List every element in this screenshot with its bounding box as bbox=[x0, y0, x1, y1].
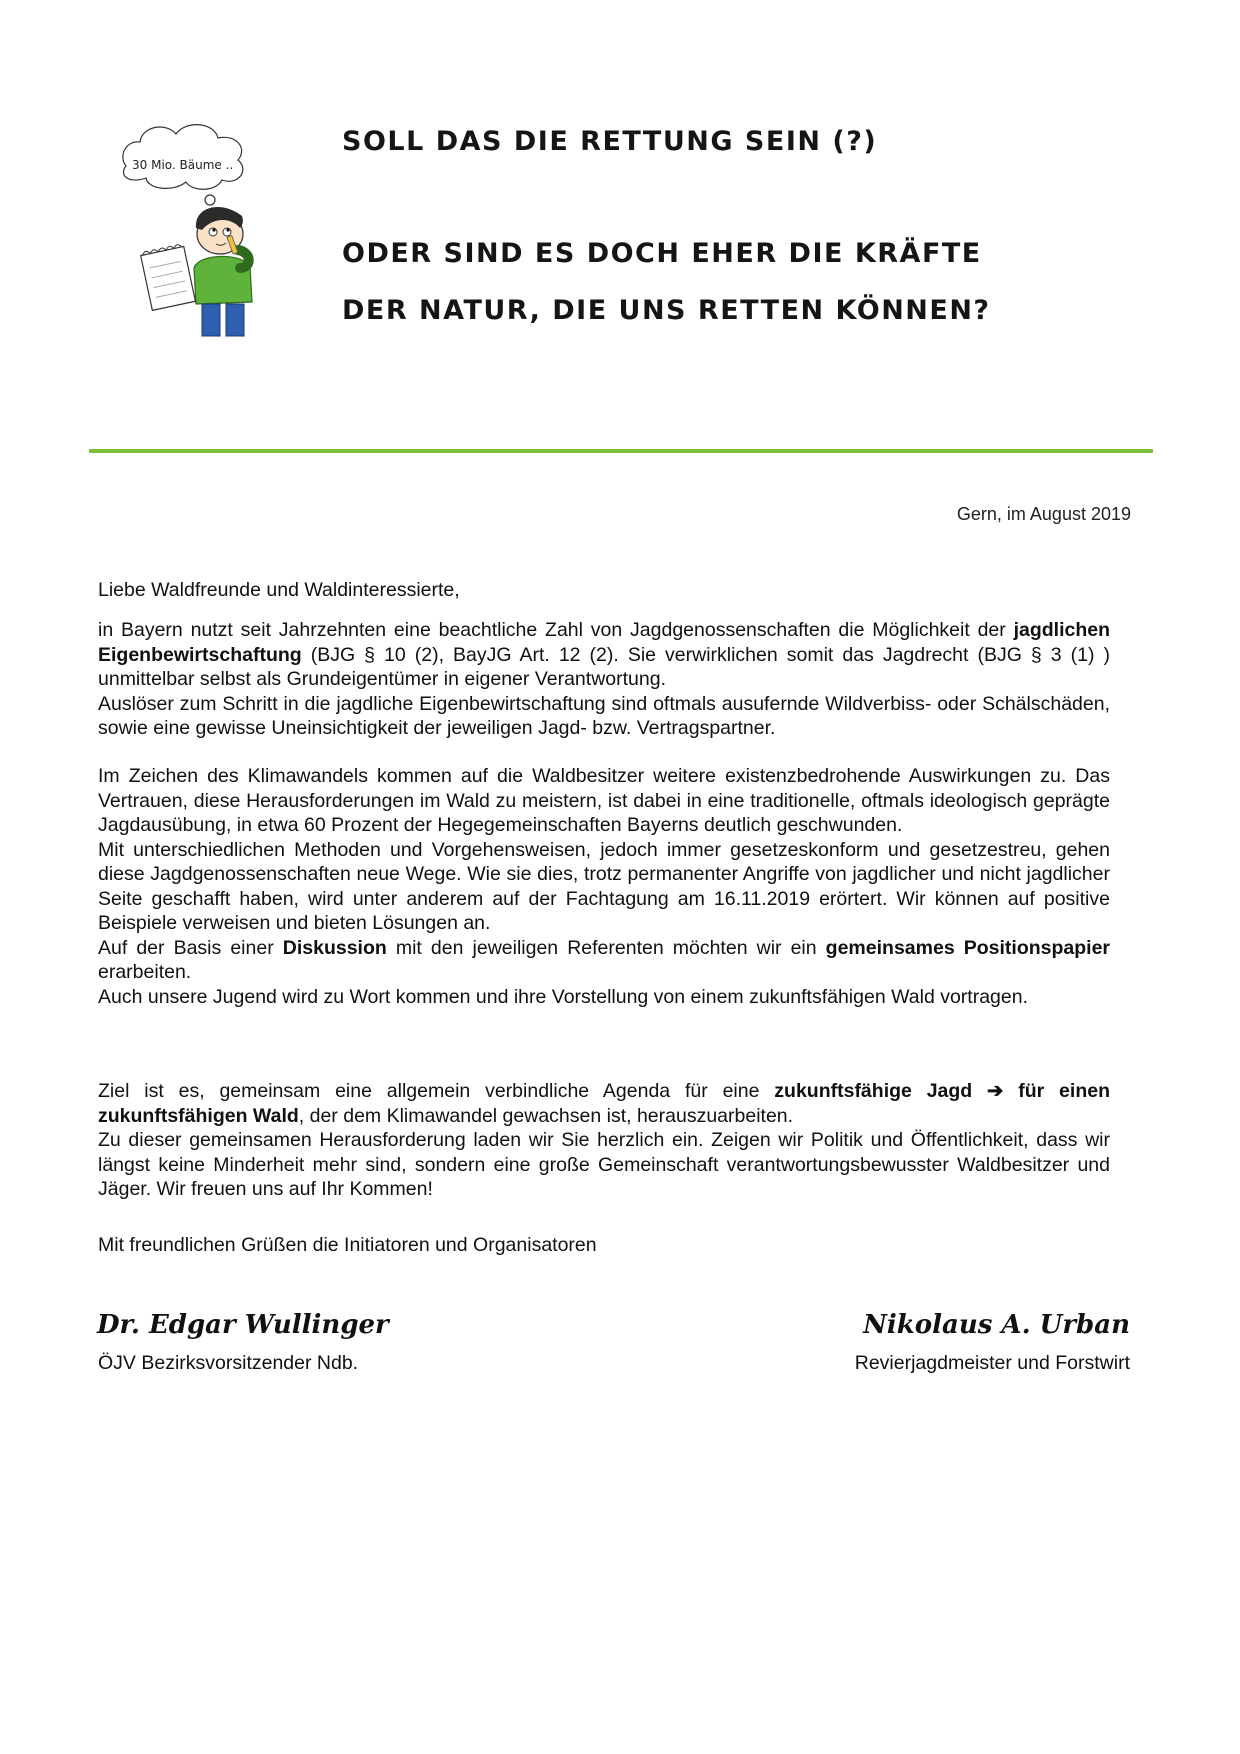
paragraph-3-part-1: Ziel ist es, gemeinsam eine allgemein verbindliche Agenda für eine bbox=[98, 1080, 775, 1102]
greeting-text: Liebe Waldfreunde und Waldinteressierte, bbox=[98, 579, 460, 601]
paragraph-2-text-2: Mit unterschiedlichen Methoden und Vorgehensweisen, jedoch immer gesetzeskonform und gesetzestreu, gehen diese Jagdgenossenschaften neue Wege. Wie sie dies, trotz permanenter Angriffe von jagdlicher und nicht jagdlicher Seite geschafft haben, wird unter anderem auf der Fachtagung am 16.11.2019 erörtert. Wir können auf positive Beispiele verweisen und bieten Lösungen an. bbox=[98, 838, 1110, 934]
closing-text: Mit freundlichen Grüßen die Initiatoren und Organisatoren bbox=[98, 1234, 597, 1256]
closing bbox=[98, 1233, 1110, 1258]
paragraph-3-text-1 bbox=[98, 1079, 1110, 1128]
paragraph-3-part-2: , der dem Klimawandel gewachsen ist, herauszuarbeiten. bbox=[298, 1104, 794, 1127]
paragraph-1-text bbox=[98, 618, 1110, 692]
headline-line-2: ODER SIND ES DOCH EHER DIE KRÄFTE bbox=[342, 238, 982, 269]
paragraph-3 bbox=[98, 1079, 1110, 1202]
signature-left: Dr. Edgar Wullinger bbox=[97, 1310, 389, 1340]
paragraph-1-part-1: in Bayern nutzt seit Jahrzehnten eine beachtliche Zahl von Jagdgenossenschaften die Möglichkeit der bbox=[98, 619, 1014, 641]
green-divider bbox=[89, 449, 1153, 453]
paragraph-2-part-c: erarbeiten. bbox=[98, 961, 192, 983]
role-left: ÖJV Bezirksvorsitzender Ndb. bbox=[98, 1352, 359, 1374]
paragraph-1-text-2: Auslöser zum Schritt in die jagdliche Eigenbewirtschaftung sind oftmals ausufernde Wildverbiss- oder Schälschäden, sowie eine gewisse Uneinsichtigkeit der jeweiligen Jagd- bzw. Vertragspartner. bbox=[98, 692, 1110, 739]
paragraph-2-bold-1: Diskussion bbox=[282, 936, 387, 959]
paragraph-1 bbox=[98, 618, 1110, 741]
signature-right: Nikolaus A. Urban bbox=[863, 1310, 1130, 1340]
role-right: Revierjagdmeister und Forstwirt bbox=[854, 1352, 1130, 1374]
paragraph-2-text-4: Auch unsere Jugend wird zu Wort kommen und ihre Vorstellung von einem zukunftsfähigen Wald vortragen. bbox=[98, 985, 1029, 1008]
paragraph-3-text-2: Zu dieser gemeinsamen Herausforderung laden wir Sie herzlich ein. Zeigen wir Politik und Öffentlichkeit, dass wir längst keine Minderheit mehr sind, sondern eine große Gemeinschaft verantwortungsbewusster Waldbesitzer und Jäger. Wir freuen uns auf Ihr Kommen! bbox=[98, 1129, 1110, 1200]
paragraph-3-bold-1: zukunftsfähige Jagd ➔ für einen zukunftsfähigen Wald bbox=[98, 1080, 1110, 1127]
headline-line-1: SOLL DAS DIE RETTUNG SEIN (?) bbox=[342, 126, 878, 157]
paragraph-2 bbox=[98, 764, 1110, 1009]
greeting bbox=[98, 578, 1110, 603]
date-line: Gern, im August 2019 bbox=[956, 504, 1131, 524]
paragraph-2-text-1: Im Zeichen des Klimawandels kommen auf die Waldbesitzer weitere existenzbedrohende Auswirkungen zu. Das Vertrauen, diese Herausforderungen im Wald zu meistern, ist dabei in eine traditionelle, oftmals ideologisch geprägte Jagdausübung, in etwa 60 Prozent der Hegegemeinschaften Bayerns deutlich geschwunden. bbox=[98, 765, 1110, 836]
headline-line-3: DER NATUR, DIE UNS RETTEN KÖNNEN? bbox=[342, 295, 991, 326]
paragraph-2-part-b: mit den jeweiligen Referenten möchten wir ein bbox=[386, 936, 826, 959]
paragraph-2-part-a: Auf der Basis einer bbox=[98, 936, 283, 959]
paragraph-2-bold-2: gemeinsames Positionspapier bbox=[825, 936, 1110, 959]
boy-thinking-with-notepad-icon bbox=[118, 118, 288, 338]
thought-bubble-text: 30 Mio. Bäume .. bbox=[132, 158, 234, 172]
boy-thinking-illustration bbox=[118, 118, 288, 338]
paragraph-1-part-2: (BJG § 10 (2), BayJG Art. 12 (2). Sie verwirklichen somit das Jagdrecht (BJG § 3 (1) ) unmittelbar selbst als Grundeigentümer in eigener Verantwortung. bbox=[98, 643, 1110, 690]
paragraph-1-bold-1: jagdlichen Eigenbewirtschaftung bbox=[98, 619, 1110, 666]
paragraph-2-text-3 bbox=[98, 936, 1110, 985]
